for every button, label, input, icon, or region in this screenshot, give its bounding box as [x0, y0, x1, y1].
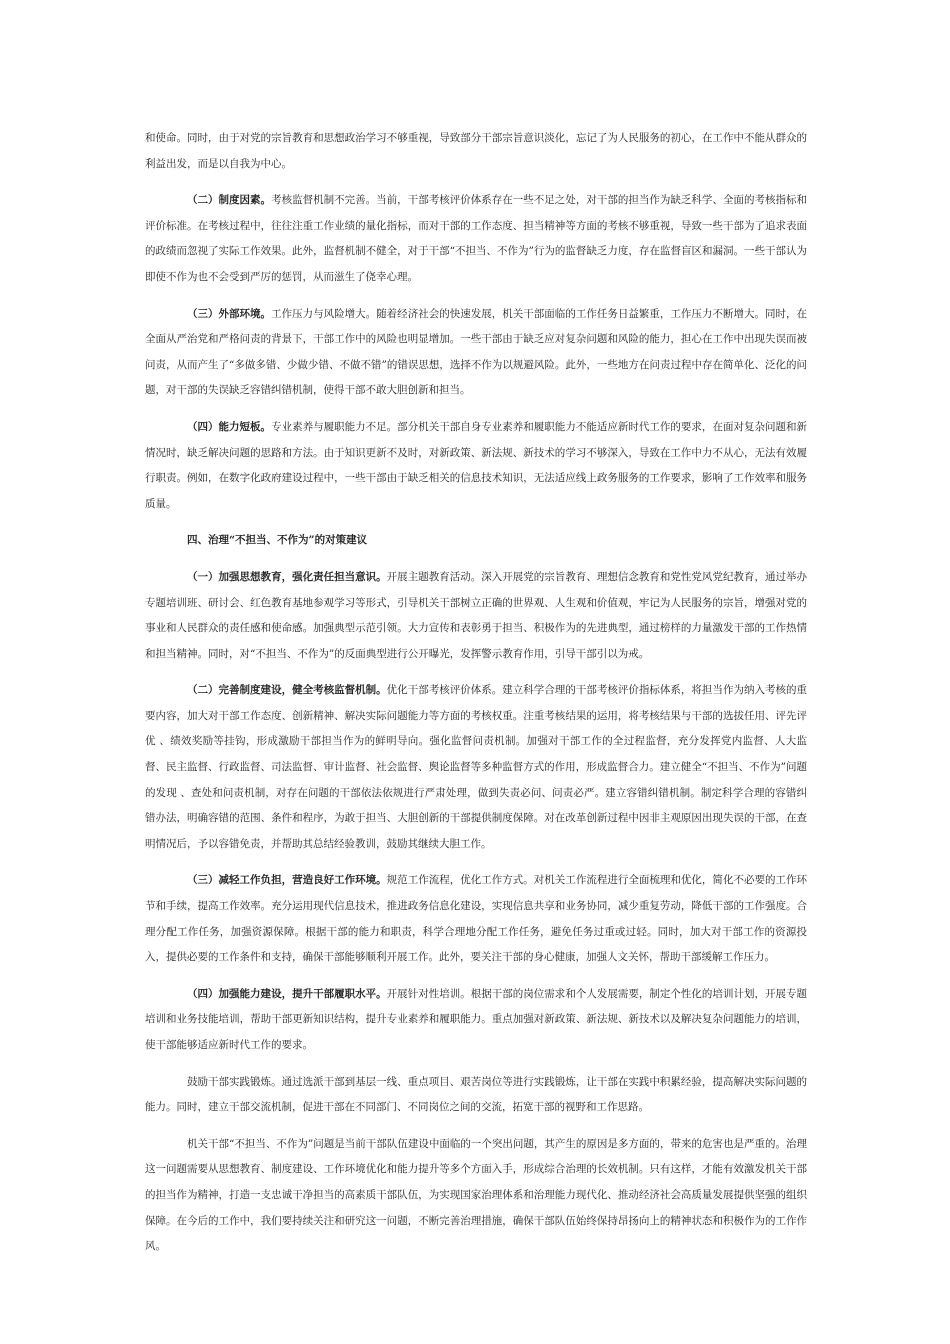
paragraph-lead: （四）加强能力建设，提升干部履职水平。: [187, 987, 387, 1000]
paragraph-conclusion: 机关干部“不担当、不作为”问题是当前干部队伍建设中面临的一个突出问题，其产生的原因是多方面的，带来的危害也是严重的。治理这一问题需要从思想教育、制度建设、工作环境优化和能力提升等多个方面入手，形成综合治理的长效机制。只有这样，才能有效激发机关干部的担当作为精神，打造一支忠诚干净担当的高素质干部队伍，为实现国家治理体系和治理能力现代化、推动经济社会高质量发展提供坚强的组织保障。在今后的工作中，我们要持续关注和研究这一问题，不断完善治理措施，确保干部队伍始终保持昂扬向上的精神状态和积极作为的工作作风。: [145, 1137, 807, 1253]
paragraph-measure-workload: （三）减轻工作负担，营造良好工作环境。规范工作流程，优化工作方式。对机关工作流程进行全面梳理和优化，简化不必要的工作环节和手续，提高工作效率。充分运用现代信息技术，推进政务信息化建设，实现信息共享和业务协同，减少重复劳动，降低干部的工作强度。合理分配工作任务，加强资源保障。根据干部的能力和职责，科学合理地分配工作任务，避免任务过重或过轻。同时，加大对干部工作的资源投入，提供必要的工作条件和支持，确保干部能够顺利开展工作。此外，要关注干部的身心健康，加强人文关怀，帮助干部缓解工作压力。: [145, 874, 808, 964]
paragraph-lead: （三）外部环境。: [187, 307, 272, 320]
paragraph-measure-capability: （四）加强能力建设，提升干部履职水平。开展针对性培训。根据干部的岗位需求和个人发展需要，制定个性化的培训计划，开展专题培训和业务技能培训，帮助干部更新知识结构，提升专业素养和履职能力。重点加强对新政策、新法规、新技术以及解决复杂问题能力的培训，使干部能够适应新时代工作的要求。: [145, 987, 808, 1051]
paragraph-lead: （一）加强思想教育，强化责任担当意识。: [187, 570, 387, 583]
document-page: [145, 126, 807, 1271]
paragraph-lead: （二）制度因素。: [187, 194, 272, 207]
paragraph-measure-education: （一）加强思想教育，强化责任担当意识。开展主题教育活动。深入开展党的宗旨教育、理想信念教育和党性党风党纪教育，通过举办专题培训班、研讨会、红色教育基地参观学习等形式，引导机关干部树立正确的世界观、人生观和价值观，牢记为人民服务的宗旨，增强对党的事业和人民群众的责任感和使命感。加强典型示范引领。大力宣传和表彰勇于担当、积极作为的先进典型，通过榜样的力量激发干部的工作热情和担当精神。同时，对“不担当、不作为”的反面典型进行公开曝光，发挥警示教育作用，引导干部引以为戒。: [145, 570, 808, 660]
paragraph-lead: （三）减轻工作负担，营造良好工作环境。: [187, 874, 387, 887]
paragraph-practice-training: 鼓励干部实践锻炼。通过选派干部到基层一线、重点项目、艰苦岗位等进行实践锻炼，让干部在实践中积累经验，提高解决实际问题的能力。同时，建立干部交流机制，促进干部在不同部门、不同岗位之间的交流，拓宽干部的视野和工作思路。: [145, 1075, 807, 1114]
paragraph-lead: （四）能力短板。: [187, 420, 272, 433]
paragraph-lead: （二）完善制度建设，健全考核监督机制。: [187, 684, 387, 697]
paragraph-external-environment: （三）外部环境。工作压力与风险增大。随着经济社会的快速发展，机关干部面临的工作任务日益繁重，工作压力不断增大。同时，在全面从严治党和严格问责的背景下，干部工作中的风险也明显增加。一些干部由于缺乏应对复杂问题和风险的能力，担心在工作中出现失误而被问责，从而产生了“多做多错、少做少错、不做不错”的错误思想，选择不作为以规避风险。此外，一些地方在问责过程中存在简单化、泛化的问题，对干部的失误缺乏容错纠错机制，使得干部不敢大胆创新和担当。: [145, 307, 808, 397]
paragraph-measure-institutions: （二）完善制度建设，健全考核监督机制。优化干部考核评价体系。建立科学合理的干部考核评价指标体系，将担当作为纳入考核的重要内容，加大对干部工作态度、创新精神、解决实际问题能力等方面的考核权重。注重考核结果的运用，将考核结果与干部的选拔任用、评先评优 、绩效奖励等挂钩，形成激励干部担当作为的鲜明导向。强化监督问责机制。加强对干部工作的全过程监督，充分发挥党内监督、人大监督、民主监督、行政监督、司法监督、审计监督、社会监督、舆论监督等多种监督方式的作用，形成监督合力。建立健全“不担当、不作为”问题的发现 、查处和问责机制，对存在问题的干部依法依规进行严肃处理，做到失责必问、问责必严。建立容错纠错机制。制定科学合理的容错纠错办法，明确容错的范围、条件和程序，为敢于担当、大胆创新的干部提供制度保障。对在改革创新过程中因非主观原因出现失误的干部，在查明情况后，予以容错免责，并帮助其总结经验教训，鼓励其继续大胆工作。: [145, 684, 808, 850]
section-heading: 四、治理“不担当、不作为”的对策建议: [187, 534, 368, 547]
paragraph-capability-gap: （四）能力短板。专业素养与履职能力不足。部分机关干部自身专业素养和履职能力不能适应新时代工作的要求，在面对复杂问题和新情况时，缺乏解决问题的思路和方法。由于知识更新不及时，对新政策、新法规、新技术的学习不够深入，导致在工作中力不从心，无法有效履行职责。例如，在数字化政府建设过程中，一些干部由于缺乏相关的信息技术知识，无法适应线上政务服务的工作要求，影响了工作效率和服务质量。: [145, 420, 808, 510]
paragraph-continuation: 和使命。同时，由于对党的宗旨教育和思想政治学习不够重视，导致部分干部宗旨意识淡化，忘记了为人民服务的初心，在工作中不能从群众的利益出发，而是以自我为中心。: [145, 132, 807, 170]
paragraph-institutional-factors: （二）制度因素。考核监督机制不完善。当前，干部考核评价体系存在一些不足之处，对干部的担当作为缺乏科学、全面的考核指标和评价标准。在考核过程中，往往注重工作业绩的量化指标，而对干部的工作态度、担当精神等方面的考核不够重视，导致一些干部为了追求表面的政绩而忽视了实际工作效果。此外，监督机制不健全，对于干部“不担当、不作为”行为的监督缺乏力度，存在监督盲区和漏洞。一些干部认为即使不作为也不会受到严厉的惩罚，从而滋生了侥幸心理。: [145, 194, 808, 283]
